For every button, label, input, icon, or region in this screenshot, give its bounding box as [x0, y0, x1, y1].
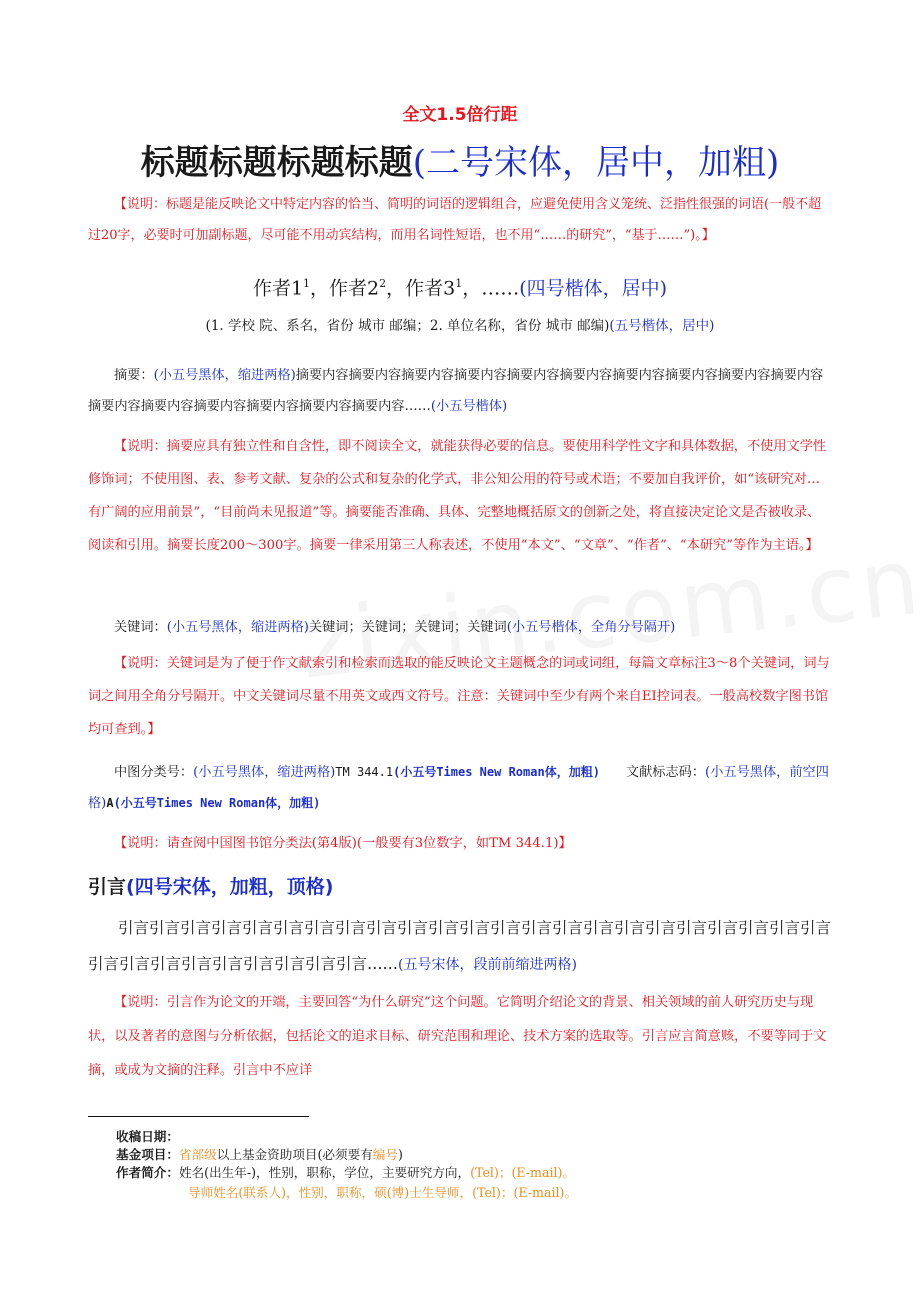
introduction-content: 引言引言引言引言引言引言引言引言引言引言引言引言引言引言引言引言引言引言引言引言引言引言引言引言引言引言引言引言引言引言引言引言……	[88, 919, 832, 973]
introduction-paragraph	[88, 910, 832, 983]
clc-label: 中图分类号：	[114, 765, 194, 780]
keywords-paragraph	[88, 612, 832, 643]
fund-level: 省部级	[178, 1147, 217, 1162]
introduction-explanation-note: 【说明：引言作为论文的开端，主要回答“为什么研究”这个问题。它简明介绍论文的背景、相关领域的前人研究历史与现状，以及著者的意图与分析依据，包括论文的追求目标、研究范围和理论、技术方案的选取等。引言应言简意赅，不要等同于文摘，或成为文摘的注释。引言中不应详	[88, 995, 827, 1078]
author-3-affil: 1	[455, 277, 463, 290]
abstract-label-note: (小五号黑体，缩进两格)	[153, 368, 296, 383]
keywords-label-note: (小五号黑体，缩进两格)	[166, 620, 309, 635]
author-1: 作者1	[252, 277, 304, 300]
affiliation-text: (1. 学校 院、系名，省份 城市 邮编；2. 单位名称，省份 城市 邮编)	[205, 318, 610, 334]
footnote-fund	[116, 1145, 403, 1164]
keywords-content: 关键词；关键词；关键词；关键词	[308, 620, 507, 635]
fund-label: 基金项目：	[116, 1147, 179, 1162]
keywords-label: 关键词：	[114, 620, 167, 635]
author-2: ，作者2	[310, 277, 380, 300]
introduction-heading	[88, 870, 333, 904]
fund-text: 以上基金资助项目(必须要有	[216, 1147, 373, 1162]
introduction-heading-text: 引言	[88, 876, 127, 898]
classification-paragraph	[88, 757, 832, 819]
fund-number: 编号	[372, 1147, 398, 1162]
introduction-content-note: (五号宋体，段前前缩进两格)	[398, 957, 577, 973]
footnote-advisor: 导师姓名(联系人)，性别，职称，硕(博)士生导师，(Tel)；(E-mail)。	[188, 1185, 578, 1200]
affiliation-format-note: (五号楷体，居中)	[609, 318, 715, 334]
doc-code-label: 文献标志码：	[625, 765, 706, 780]
fund-close: )	[397, 1147, 403, 1162]
abstract-paragraph	[88, 360, 832, 422]
clc-code: TM 344.1	[335, 765, 394, 779]
doc-code: A	[106, 796, 114, 810]
line-spacing-note: 全文1.5倍行距	[402, 105, 518, 125]
title-explanation-note: 【说明：标题是能反映论文中特定内容的恰当、简明的词语的逻辑组合，应避免使用含义笼统、泛指性很强的词语(一般不超过20字，必要时可加副标题，尽可能不用动宾结构，而用名词性短语，也不用“……的研究”，“基于……”)。】	[88, 197, 822, 243]
author-1-affil: 1	[303, 277, 311, 290]
abstract-explanation-note: 【说明：摘要应具有独立性和自含性，即不阅读全文，就能获得必要的信息。要使用科学性文字和具体数据，不使用文学性修饰词；不使用图、表、参考文献、复杂的公式和复杂的化学式，非公知公用的符号或术语；不要加自我评价，如“该研究对…有广阔的应用前景”，“目前尚未见报道”等。摘要能否准确、具体、完整地概括原文的创新之处，将直接决定论文是否被收录、阅读和引用。摘要长度200～300字。摘要一律采用第三人称表述，不使用“本文”、“文章”、“作者”、“本研究”等作为主语。】	[88, 439, 827, 553]
clc-code-note: (小五号Times New Roman体，加粗)	[393, 765, 600, 779]
doc-code-note: (小五号Times New Roman体，加粗)	[113, 796, 321, 810]
abstract-label: 摘要：	[114, 368, 154, 383]
title-text: 标题标题标题标题	[140, 143, 413, 183]
footnote-author	[116, 1163, 575, 1182]
author-more: ，……	[462, 277, 520, 300]
clc-label-note: (小五号黑体，缩进两格)	[193, 765, 336, 780]
author-2-affil: 2	[379, 277, 387, 290]
doc-code-label-note: (小五号黑体，前空四格)	[88, 765, 829, 811]
received-label: 收稿日期：	[116, 1129, 179, 1144]
author-bio-label: 作者简介：	[116, 1165, 179, 1180]
abstract-content-note: (小五号楷体)	[430, 399, 508, 414]
keywords-explanation-note: 【说明：关键词是为了便于作文献索引和检索而选取的能反映论文主题概念的词或词组，每篇文章标注3～8个关键词，词与词之间用全角分号隔开。中文关键词尽量不用英文或西文符号。注意：关键词中至少有两个来自EI控词表。一般高校数字图书馆均可查到。】	[88, 656, 830, 737]
abstract-content: 摘要内容摘要内容摘要内容摘要内容摘要内容摘要内容摘要内容摘要内容摘要内容摘要内容摘要内容摘要内容摘要内容摘要内容摘要内容摘要内容……	[88, 368, 824, 414]
affiliation-line	[0, 312, 920, 340]
title-format-note: (二号宋体，居中，加粗)	[412, 143, 780, 183]
keywords-content-note: (小五号楷体，全角分号隔开)	[506, 620, 676, 635]
author-bio-contact: (Tel)；(E-mail)。	[470, 1165, 576, 1180]
classification-explanation-note: 【说明：请查阅中国图书馆分类法(第4版)(一般要有3位数字，如TM 344.1)】	[114, 836, 572, 851]
author-format-note: (四号楷体，居中)	[519, 277, 668, 300]
author-3: ，作者3	[386, 277, 456, 300]
paper-title	[0, 138, 920, 188]
footnote-divider	[88, 1116, 309, 1117]
author-bio-text: 姓名(出生年-)，性别，职称，学位，主要研究方向，	[178, 1165, 471, 1180]
footnote-received	[116, 1127, 179, 1146]
author-line	[0, 266, 920, 306]
introduction-heading-note: (四号宋体，加粗，顶格)	[126, 876, 334, 898]
